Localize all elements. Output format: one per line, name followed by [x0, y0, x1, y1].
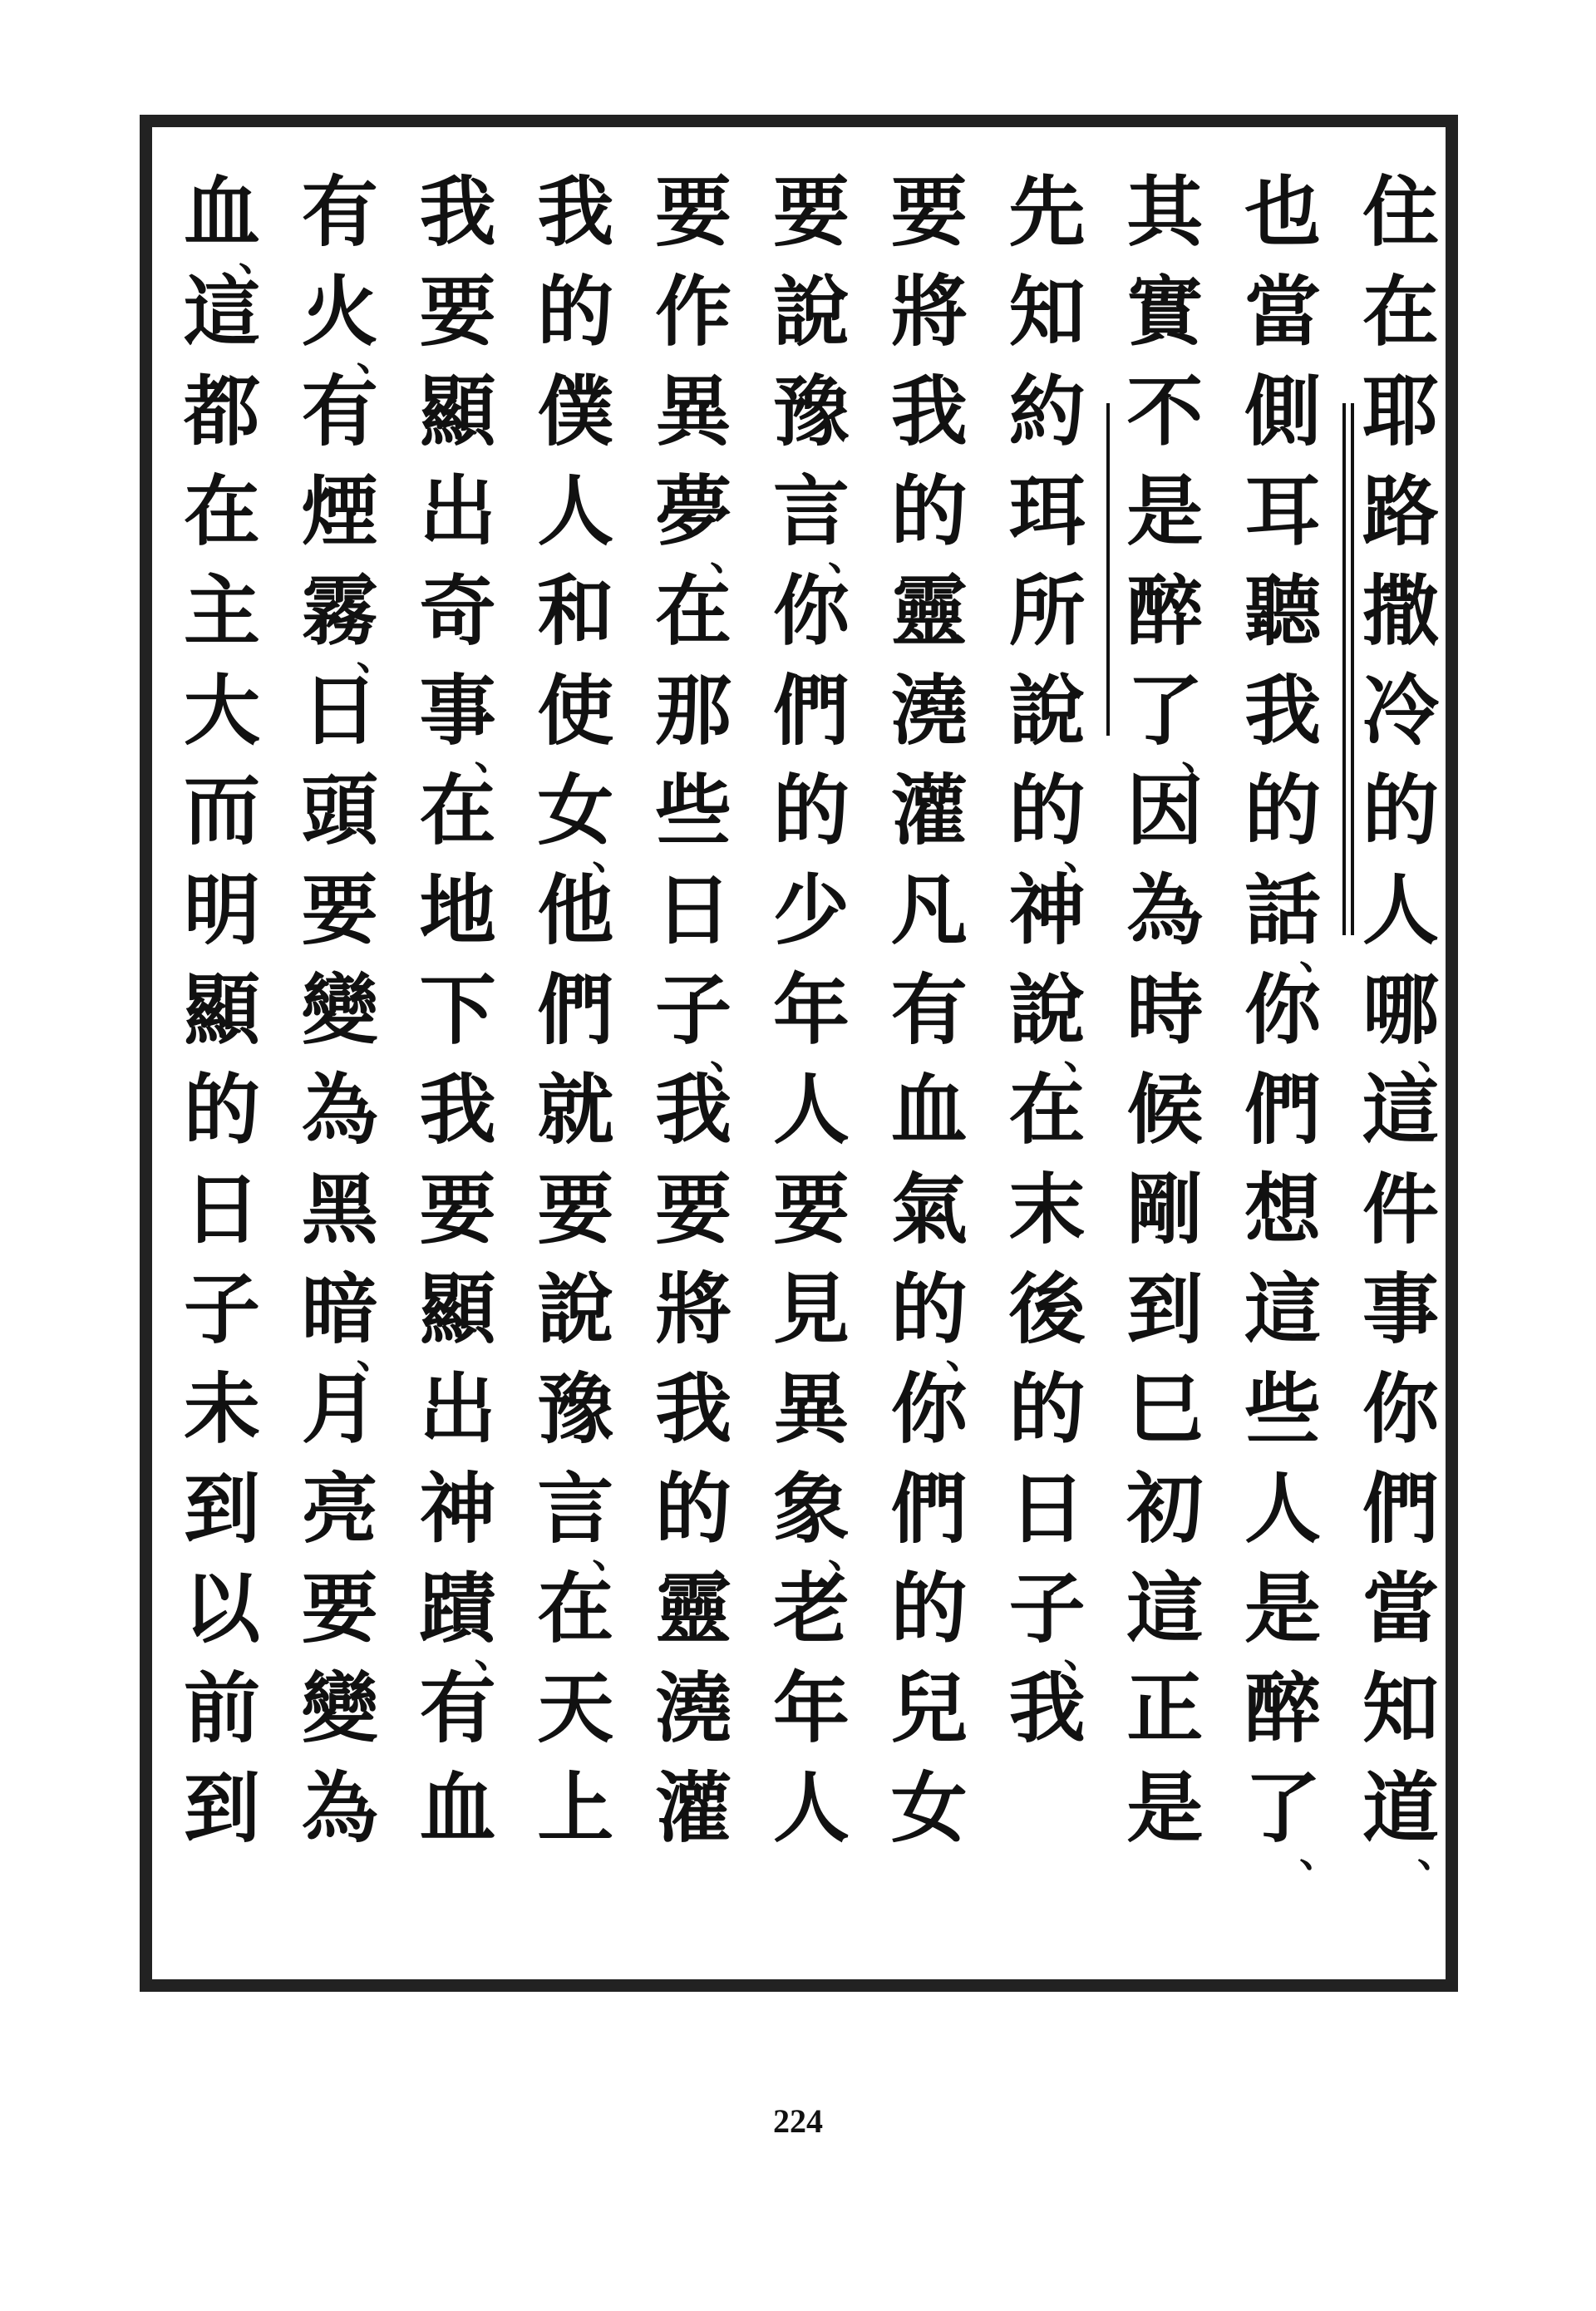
- text-char: 變: [301, 1663, 378, 1753]
- text-column-6: 要 說 豫 言 、 你 們 的 少 年 人 要 見 異 象 、 老 年 人: [765, 162, 858, 1958]
- text-char: 顯: [183, 965, 260, 1055]
- text-char: 我: [1008, 1663, 1086, 1753]
- text-char: 這: [183, 267, 260, 357]
- text-char: 說: [1008, 965, 1086, 1055]
- text-char: 日: [1008, 1464, 1086, 1554]
- text-char: 說: [1008, 666, 1086, 756]
- text-column-10: 有 火 、 有 煙 霧 、 日 頭 要 變 為 黑 暗 、 月 亮 要 變 為: [293, 162, 387, 1958]
- text-char: 要: [890, 167, 968, 257]
- text-char: 為: [1126, 865, 1204, 955]
- text-char: 的: [183, 1065, 260, 1155]
- text-char: 要: [419, 267, 496, 357]
- text-char: 的: [537, 267, 614, 357]
- text-char: 言: [772, 466, 850, 556]
- text-char: 因: [1126, 766, 1204, 855]
- text-char: 月: [301, 1364, 378, 1454]
- text-char: 的: [1244, 766, 1322, 855]
- text-char: 以: [183, 1564, 260, 1653]
- text-char: 為: [301, 1065, 378, 1155]
- text-char: 有: [419, 1663, 496, 1753]
- text-char: 些: [655, 766, 732, 855]
- text-char: 要: [301, 1564, 378, 1653]
- text-char: 當: [1362, 1564, 1439, 1653]
- text-char: 側: [1244, 367, 1322, 456]
- text-char: 天: [537, 1663, 614, 1753]
- text-char: 神: [1008, 865, 1086, 955]
- text-char: 也: [1244, 167, 1322, 257]
- text-char: 亮: [301, 1464, 378, 1554]
- text-char: 的: [772, 766, 850, 855]
- text-char: 說: [537, 1264, 614, 1354]
- text-char: 要: [537, 1165, 614, 1254]
- text-char: 這: [1126, 1564, 1204, 1653]
- text-column-1: 住 在 耶 路 撒 冷 的 人 哪 、 這 件 事 你 們 當 知 道 、: [1354, 162, 1447, 1958]
- text-char: 要: [655, 167, 732, 257]
- text-char: 到: [183, 1464, 260, 1554]
- text-char: 人: [772, 1763, 850, 1853]
- text-columns: [175, 162, 1457, 1958]
- text-column-4: 先 知 約 珥 所 說 的 、 神 說 、 在 末 後 的 日 子 、 我: [1001, 162, 1094, 1958]
- text-char: 顯: [419, 1264, 496, 1354]
- text-char: 路: [1362, 466, 1439, 556]
- text-char: 為: [301, 1763, 378, 1853]
- text-char: 到: [1126, 1264, 1204, 1354]
- text-char: 我: [655, 1065, 732, 1155]
- text-char: 都: [183, 367, 260, 456]
- text-char: 作: [655, 267, 732, 357]
- text-char: 醉: [1244, 1663, 1322, 1753]
- text-char: 火: [301, 267, 378, 357]
- text-char: 日: [183, 1165, 260, 1254]
- text-char: 剛: [1126, 1165, 1204, 1254]
- text-char: 我: [419, 167, 496, 257]
- text-column-7: 要 作 異 夢 、 在 那 些 日 子 、 我 要 將 我 的 靈 澆 灌: [647, 162, 740, 1958]
- text-char: 住: [1362, 167, 1439, 257]
- text-char: 們: [890, 1464, 968, 1554]
- text-char: 下: [419, 965, 496, 1055]
- text-char: 要: [301, 865, 378, 955]
- text-char: 在: [419, 766, 496, 855]
- text-char: 出: [419, 1364, 496, 1454]
- text-column-11: 血 、 這 都 在 主 大 而 明 顯 的 日 子 未 到 以 前 到: [175, 162, 268, 1958]
- text-char: 血: [183, 167, 260, 257]
- text-char: 言: [537, 1464, 614, 1554]
- text-char: 霧: [301, 566, 378, 656]
- text-char: 大: [183, 666, 260, 756]
- text-char: 我: [419, 1065, 496, 1155]
- text-char: 前: [183, 1663, 260, 1753]
- text-char: 們: [1244, 1065, 1322, 1155]
- text-char: 將: [655, 1264, 732, 1354]
- text-char: 些: [1244, 1364, 1322, 1454]
- text-char: 豫: [537, 1364, 614, 1454]
- text-char: 實: [1126, 267, 1204, 357]
- text-char: 們: [772, 666, 850, 756]
- text-char: 澆: [890, 666, 968, 756]
- text-char: 灌: [890, 766, 968, 855]
- text-char: 的: [1008, 1364, 1086, 1454]
- text-char: 那: [655, 666, 732, 756]
- text-char: 主: [183, 566, 260, 656]
- text-char: 我: [1244, 666, 1322, 756]
- text-char: 想: [1244, 1165, 1322, 1254]
- text-char: 兒: [890, 1663, 968, 1753]
- text-char: 說: [772, 267, 850, 357]
- text-char: 知: [1008, 267, 1086, 357]
- text-char: 我: [655, 1364, 732, 1454]
- text-char: 件: [1362, 1165, 1439, 1254]
- text-char: 要: [772, 1165, 850, 1254]
- text-char: 到: [183, 1763, 260, 1853]
- text-char: 日: [655, 865, 732, 955]
- text-char: 僕: [537, 367, 614, 456]
- text-char: 約: [1008, 367, 1086, 456]
- text-char: 當: [1244, 267, 1322, 357]
- text-char: 有: [301, 367, 378, 456]
- text-char: 日: [301, 666, 378, 756]
- text-char: 異: [655, 367, 732, 456]
- text-char: 了: [1126, 666, 1204, 756]
- text-char: 哪: [1362, 965, 1439, 1055]
- text-char: 其: [1126, 167, 1204, 257]
- text-char: 和: [537, 566, 614, 656]
- text-char: 先: [1008, 167, 1086, 257]
- text-char: 變: [301, 965, 378, 1055]
- text-char: 末: [1008, 1165, 1086, 1254]
- text-char: 你: [1362, 1364, 1439, 1454]
- text-char: 年: [772, 1663, 850, 1753]
- text-column-9: 我 要 顯 出 奇 事 、 在 地 下 我 要 顯 出 神 蹟 、 有 血: [411, 162, 505, 1958]
- text-char: 凡: [890, 865, 968, 955]
- text-char: 這: [1362, 1065, 1439, 1155]
- text-char: 少: [772, 865, 850, 955]
- text-char: 人: [772, 1065, 850, 1155]
- text-char: 的: [655, 1464, 732, 1554]
- text-char: 耳: [1244, 466, 1322, 556]
- text-char: 在: [655, 566, 732, 656]
- text-char: 老: [772, 1564, 850, 1653]
- text-char: 澆: [655, 1663, 732, 1753]
- text-char: 後: [1008, 1264, 1086, 1354]
- text-char: 的: [890, 1564, 968, 1653]
- text-char: 事: [419, 666, 496, 756]
- text-char: 巳: [1126, 1364, 1204, 1454]
- text-char: 奇: [419, 566, 496, 656]
- text-char: 女: [537, 766, 614, 855]
- text-char: 醉: [1126, 566, 1204, 656]
- text-char: 人: [1362, 865, 1439, 955]
- text-char: 的: [1362, 766, 1439, 855]
- text-char: 在: [1362, 267, 1439, 357]
- text-char: 子: [655, 965, 732, 1055]
- text-char: 靈: [655, 1564, 732, 1653]
- text-char: 血: [890, 1065, 968, 1155]
- text-frame: [140, 115, 1458, 1992]
- text-char: 知: [1362, 1663, 1439, 1753]
- text-char: 你: [890, 1364, 968, 1454]
- text-char: 他: [537, 865, 614, 955]
- text-char: 夢: [655, 466, 732, 556]
- text-char: 你: [1244, 965, 1322, 1055]
- text-char: 是: [1126, 466, 1204, 556]
- text-char: 珥: [1008, 466, 1086, 556]
- text-char: 就: [537, 1065, 614, 1155]
- text-char: 子: [1008, 1564, 1086, 1653]
- text-char: 的: [890, 1264, 968, 1354]
- text-char: 上: [537, 1763, 614, 1853]
- text-char: 出: [419, 466, 496, 556]
- text-char: 見: [772, 1264, 850, 1354]
- text-char: 了: [1244, 1763, 1322, 1853]
- text-char: 不: [1126, 367, 1204, 456]
- text-char: 在: [183, 466, 260, 556]
- page-number: 224: [773, 2102, 823, 2140]
- text-char: 地: [419, 865, 496, 955]
- text-char: 我: [537, 167, 614, 257]
- text-char: 暗: [301, 1264, 378, 1354]
- text-char: 氣: [890, 1165, 968, 1254]
- text-char: 的: [890, 466, 968, 556]
- text-char: 這: [1244, 1264, 1322, 1354]
- text-char: 將: [890, 267, 968, 357]
- text-char: 事: [1362, 1264, 1439, 1354]
- text-char: 顯: [419, 367, 496, 456]
- text-char: 使: [537, 666, 614, 756]
- text-char: 聽: [1244, 566, 1322, 656]
- text-column-2: 也 當 側 耳 聽 我 的 話 、 你 們 想 這 些 人 是 醉 了 、: [1236, 162, 1329, 1958]
- text-char: 年: [772, 965, 850, 1055]
- text-char: 的: [1008, 766, 1086, 855]
- text-char: 頭: [301, 766, 378, 855]
- text-char: 你: [772, 566, 850, 656]
- text-char: 而: [183, 766, 260, 855]
- text-char: 在: [1008, 1065, 1086, 1155]
- text-char: 在: [537, 1564, 614, 1653]
- text-char: 異: [772, 1364, 850, 1454]
- text-char: 是: [1126, 1763, 1204, 1853]
- text-char: 所: [1008, 566, 1086, 656]
- text-column-8: 我 的 僕 人 和 使 女 、 他 們 就 要 說 豫 言 、 在 天 上: [529, 162, 622, 1958]
- text-column-5: 要 將 我 的 靈 澆 灌 凡 有 血 氣 的 、 你 們 的 兒 女: [883, 162, 976, 1958]
- text-char: 我: [890, 367, 968, 456]
- text-char: 血: [419, 1763, 496, 1853]
- text-char: 候: [1126, 1065, 1204, 1155]
- text-char: 撒: [1362, 566, 1439, 656]
- text-char: 煙: [301, 466, 378, 556]
- text-char: 女: [890, 1763, 968, 1853]
- text-char: 神: [419, 1464, 496, 1554]
- text-char: 明: [183, 865, 260, 955]
- text-char: 正: [1126, 1663, 1204, 1753]
- text-char: 有: [301, 167, 378, 257]
- text-char: 耶: [1362, 367, 1439, 456]
- text-char: 們: [537, 965, 614, 1055]
- text-char: 初: [1126, 1464, 1204, 1554]
- text-char: 要: [419, 1165, 496, 1254]
- text-char: 是: [1244, 1564, 1322, 1653]
- text-char: 靈: [890, 566, 968, 656]
- text-char: 要: [655, 1165, 732, 1254]
- text-char: 蹟: [419, 1564, 496, 1653]
- text-char: 灌: [655, 1763, 732, 1853]
- text-column-3: 其 實 不 是 醉 了 、 因 為 時 候 剛 到 巳 初 這 正 是: [1118, 162, 1211, 1958]
- text-char: 人: [1244, 1464, 1322, 1554]
- text-char: 要: [772, 167, 850, 257]
- text-char: 豫: [772, 367, 850, 456]
- text-char: 黑: [301, 1165, 378, 1254]
- text-char: 們: [1362, 1464, 1439, 1554]
- text-char: 子: [183, 1264, 260, 1354]
- text-char: 未: [183, 1364, 260, 1454]
- text-char: 有: [890, 965, 968, 1055]
- text-char: 話: [1244, 865, 1322, 955]
- text-char: 象: [772, 1464, 850, 1554]
- text-char: 冷: [1362, 666, 1439, 756]
- text-char: 時: [1126, 965, 1204, 1055]
- text-char: 道: [1362, 1763, 1439, 1853]
- text-char: 人: [537, 466, 614, 556]
